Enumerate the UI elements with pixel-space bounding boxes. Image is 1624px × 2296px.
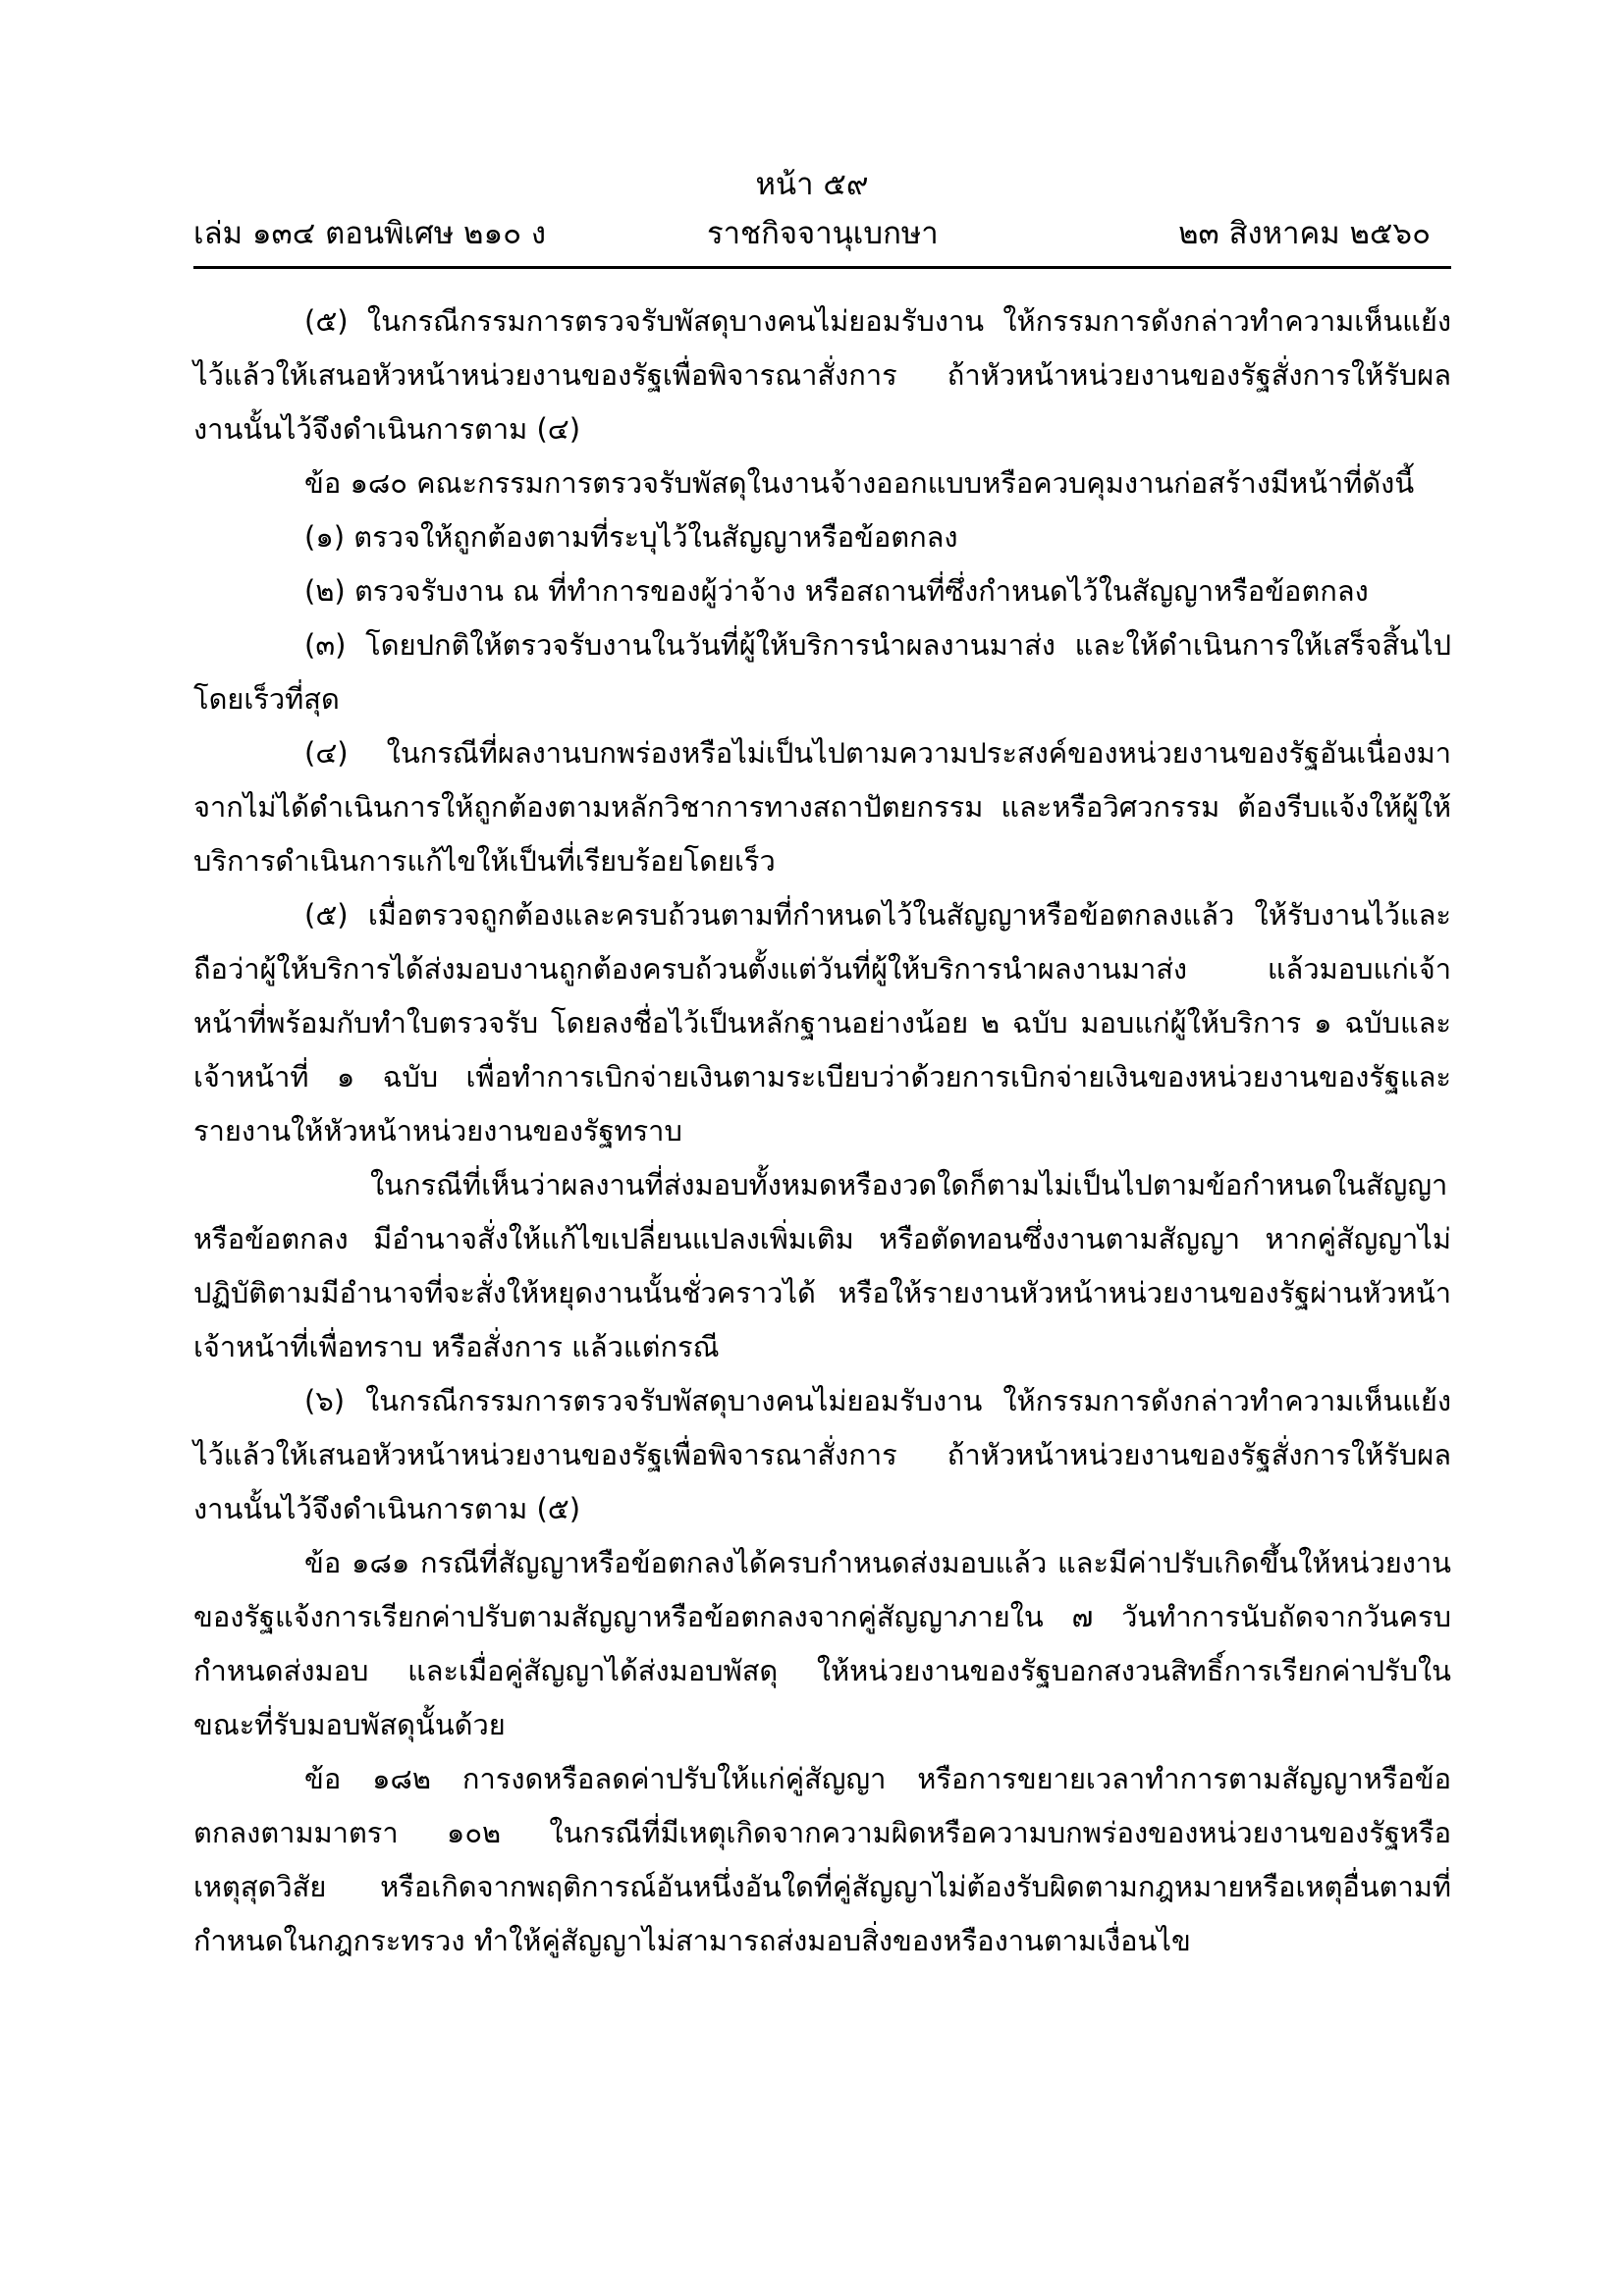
paragraph-article-182: ข้อ ๑๘๒ การงดหรือลดค่าปรับให้แก่คู่สัญญา หรือการขยายเวลาทำการตามสัญญาหรือข้อตกลงตามมาตรา ๑๐๒ ในกรณีที่มีเหตุเกิดจากความผิดหรือความบกพร่องของหน่วยงานของรัฐหรือเหตุสุดวิสัย หรือเกิดจากพฤติการณ์อันหนึ่งอันใดที่คู่สัญญาไม่ต้องรับผิดตามกฎหมายหรือเหตุอื่นตามที่กำหนดในกฎกระทรวง ทำให้คู่สัญญาไม่สามารถส่งมอบสิ่งของหรืองานตามเงื่อนไข bbox=[193, 1762, 1451, 1957]
header-divider bbox=[193, 266, 1451, 269]
paragraph-item-6: (๖) ในกรณีกรรมการตรวจรับพัสดุบางคนไม่ยอมรับงาน ให้กรรมการดังกล่าวทำความเห็นแย้งไว้แล้วให้เสนอหัวหน้าหน่วยงานของรัฐเพื่อพิจารณาสั่งการ ถ้าหัวหน้าหน่วยงานของรัฐสั่งการให้รับผลงานนั้นไว้จึงดำเนินการตาม (๕) bbox=[193, 1384, 1451, 1525]
document-body bbox=[193, 294, 1451, 1968]
paragraph-article-181: ข้อ ๑๘๑ กรณีที่สัญญาหรือข้อตกลงได้ครบกำหนดส่งมอบแล้ว และมีค่าปรับเกิดขึ้นให้หน่วยงานของรัฐแจ้งการเรียกค่าปรับตามสัญญาหรือข้อตกลงจากคู่สัญญาภายใน ๗ วันทำการนับถัดจากวันครบกำหนดส่งมอบ และเมื่อคู่สัญญาได้ส่งมอบพัสดุ ให้หน่วยงานของรัฐบอกสงวนสิทธิ์การเรียกค่าปรับในขณะที่รับมอบพัสดุนั้นด้วย bbox=[193, 1546, 1451, 1741]
volume-issue: เล่ม ๑๓๔ ตอนพิเศษ ๒๑๐ ง bbox=[193, 216, 547, 251]
paragraph-item-3: (๓) โดยปกติให้ตรวจรับงานในวันที่ผู้ให้บริการนำผลงานมาส่ง และให้ดำเนินการให้เสร็จสิ้นไปโดยเร็วที่สุด bbox=[193, 628, 1451, 716]
paragraph-item-2: (๒) ตรวจรับงาน ณ ที่ทำการของผู้ว่าจ้าง หรือสถานที่ซึ่งกำหนดไว้ในสัญญาหรือข้อตกลง bbox=[304, 574, 1369, 608]
paragraph-item-4: (๔) ในกรณีที่ผลงานบกพร่องหรือไม่เป็นไปตามความประสงค์ของหน่วยงานของรัฐอันเนื่องมาจากไม่ได้ดำเนินการให้ถูกต้องตามหลักวิชาการทางสถาปัตยกรรม และหรือวิศวกรรม ต้องรีบแจ้งให้ผู้ให้บริการดำเนินการแก้ไขให้เป็นที่เรียบร้อยโดยเร็ว bbox=[193, 736, 1451, 878]
paragraph-item-5: (๕) เมื่อตรวจถูกต้องและครบถ้วนตามที่กำหนดไว้ในสัญญาหรือข้อตกลงแล้ว ให้รับงานไว้และถือว่าผู้ให้บริการได้ส่งมอบงานถูกต้องครบถ้วนตั้งแต่วันที่ผู้ให้บริการนำผลงานมาส่ง แล้วมอบแก่เจ้าหน้าที่พร้อมกับทำใบตรวจรับ โดยลงชื่อไว้เป็นหลักฐานอย่างน้อย ๒ ฉบับ มอบแก่ผู้ให้บริการ ๑ ฉบับและเจ้าหน้าที่ ๑ ฉบับ เพื่อทำการเบิกจ่ายเงินตามระเบียบว่าด้วยการเบิกจ่ายเงินของหน่วยงานของรัฐและรายงานให้หัวหน้าหน่วยงานของรัฐทราบ bbox=[193, 898, 1451, 1148]
paragraph-clause-5-objection: (๕) ในกรณีกรรมการตรวจรับพัสดุบางคนไม่ยอมรับงาน ให้กรรมการดังกล่าวทำความเห็นแย้งไว้แล้วให้เสนอหัวหน้าหน่วยงานของรัฐเพื่อพิจารณาสั่งการ ถ้าหัวหน้าหน่วยงานของรัฐสั่งการให้รับผลงานนั้นไว้จึงดำเนินการตาม (๔) bbox=[193, 304, 1451, 446]
publication-title: ราชกิจจานุเบกษา bbox=[707, 216, 939, 251]
page-number: หน้า ๕๙ bbox=[755, 167, 869, 202]
paragraph-item-5-continued: ในกรณีที่เห็นว่าผลงานที่ส่งมอบทั้งหมดหรืองวดใดก็ตามไม่เป็นไปตามข้อกำหนดในสัญญาหรือข้อตกลง มีอำนาจสั่งให้แก้ไขเปลี่ยนแปลงเพิ่มเติม หรือตัดทอนซึ่งงานตามสัญญา หากคู่สัญญาไม่ปฏิบัติตามมีอำนาจที่จะสั่งให้หยุดงานนั้นชั่วคราวได้ หรือให้รายงานหัวหน้าหน่วยงานของรัฐผ่านหัวหน้าเจ้าหน้าที่เพื่อทราบ หรือสั่งการ แล้วแต่กรณี bbox=[193, 1168, 1451, 1363]
paragraph-article-180: ข้อ ๑๘๐ คณะกรรมการตรวจรับพัสดุในงานจ้างออกแบบหรือควบคุมงานก่อสร้างมีหน้าที่ดังนี้ bbox=[304, 466, 1415, 500]
paragraph-item-1: (๑) ตรวจให้ถูกต้องตามที่ระบุไว้ในสัญญาหรือข้อตกลง bbox=[304, 520, 958, 554]
publication-date: ๒๓ สิงหาคม ๒๕๖๐ bbox=[1178, 216, 1431, 251]
